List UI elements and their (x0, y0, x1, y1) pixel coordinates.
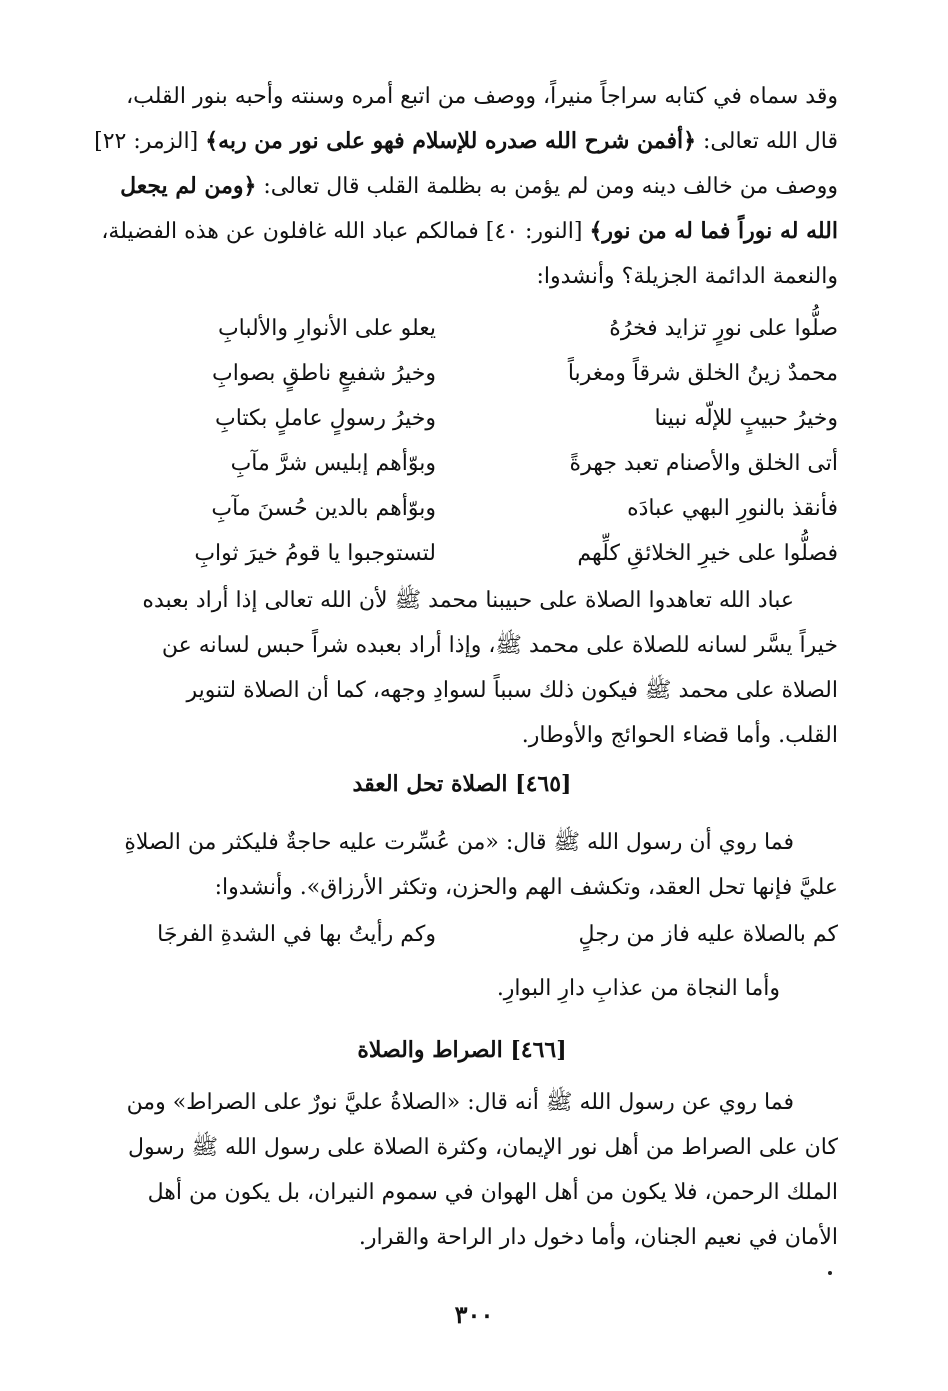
verse-second-hemistich: وبوّأهم بالدين حُسنَ مآبِ (211, 496, 436, 521)
verse-second-hemistich: وبوّأهم إبليس شرَّ مآبِ (230, 451, 436, 476)
poem-verse (86, 912, 838, 957)
text-fragment: ووصف من خالف دينه ومن لم يؤمن به بظلمة القلب قال تعالى: (256, 174, 838, 199)
quran-verse: الله له نوراً فما له من نور﴾ (589, 218, 838, 244)
text-line: عليَّ فإنها تحل العقد، وتكشف الهم والحزن، وتكثر الأرزاق». وأنشدوا: (214, 875, 838, 900)
paragraph-hadith-466 (86, 1080, 838, 1260)
text-line: فما روي عن رسول الله ﷺ أنه قال: «الصلاةُ عليَّ نورٌ على الصراط» ومن (126, 1090, 794, 1115)
text-line (86, 164, 838, 209)
poem (86, 306, 838, 576)
paragraph-intro (86, 74, 838, 299)
verse-first-hemistich: فأنقذ بالنورِ البهي عبادَه (627, 496, 838, 521)
paragraph-hadith-465 (86, 820, 838, 910)
verse-second-hemistich: يعلو على الأنوارِ والألبابِ (217, 316, 436, 341)
text-line (86, 119, 838, 164)
poem-verse (86, 396, 838, 441)
text-line: وأما النجاة من عذابِ دارِ البوارِ. (496, 976, 780, 1001)
text-fragment: قال الله تعالى: (696, 129, 838, 154)
text-line: وقد سماه في كتابه سراجاً منيراً، ووصف من اتبع أمره وسنته وأحبه بنور القلب، (126, 84, 838, 109)
verse-first-hemistich: كم بالصلاة عليه فاز من رجلٍ (578, 922, 838, 947)
poem-verse (86, 531, 838, 576)
paragraph-najat (86, 966, 838, 1011)
verse-first-hemistich: محمدٌ زينُ الخلق شرقاً ومغرباً (567, 361, 838, 386)
paragraph-salat-benefits (86, 578, 838, 758)
text-line: الصلاة على محمد ﷺ فيكون ذلك سبباً لسوادِ وجهه، كما أن الصلاة لتنوير (186, 678, 838, 703)
quran-verse: ﴿ومن لم يجعل (120, 173, 257, 199)
poem-verse (86, 351, 838, 396)
text-line: الأمان في نعيم الجنان، وأما دخول دار الراحة والقرار. (358, 1225, 838, 1250)
verse-first-hemistich: وخيرُ حبيبٍ للإلّه نبينا (654, 406, 838, 431)
text-line: الملك الرحمن، فلا يكون من أهل الهوان في سموم النيران، بل يكون من أهل (147, 1180, 838, 1205)
section-heading-466: [٤٦٦] الصراط والصلاة (357, 1037, 567, 1063)
verse-first-hemistich: صلُّوا على نورٍ تزايد فخرُهُ (609, 316, 838, 341)
poem-verse (86, 486, 838, 531)
verse-second-hemistich: وكم رأيتُ بها في الشدةِ الفرجَا (157, 922, 436, 947)
poem-verse (86, 441, 838, 486)
text-line: خيراً يسَّر لسانه للصلاة على محمد ﷺ، وإذا أراد بعبده شراً حبس لسانه عن (161, 633, 838, 658)
verse-reference: [الزمر: ٢٢] (94, 129, 206, 154)
quran-verse: ﴿أفمن شرح الله صدره للإسلام فهو على نور من ربه﴾ (205, 128, 697, 154)
ink-speck (828, 1271, 832, 1275)
text-line: القلب. وأما قضاء الحوائج والأوطار. (521, 723, 838, 748)
text-fragment: [النور: ٤٠] فمالكم عباد الله غافلون عن هذه الفضيلة، (101, 219, 590, 244)
text-line: فما روي أن رسول الله ﷺ قال: «من عُسِّرت عليه حاجةٌ فليكثر من الصلاةِ (124, 830, 794, 855)
verse-second-hemistich: وخيرُ رسولٍ عاملٍ بكتابِ (215, 406, 436, 431)
text-line (86, 209, 838, 254)
section-heading-465: [٤٦٥] الصلاة تحل العقد (352, 771, 572, 797)
text-line: كان على الصراط من أهل نور الإيمان، وكثرة الصلاة على رسول الله ﷺ رسول (128, 1135, 838, 1160)
verse-second-hemistich: وخيرُ شفيعٍ ناطقٍ بصوابِ (212, 361, 436, 386)
poem-short (86, 912, 838, 957)
verse-first-hemistich: أتى الخلق والأصنام تعبد جهرةً (569, 451, 838, 476)
page-number: ٣٠٠ (454, 1300, 494, 1329)
verse-first-hemistich: فصلُّوا على خيرِ الخلائقِ كلِّهم (577, 541, 838, 566)
poem-verse (86, 306, 838, 351)
text-line: والنعمة الدائمة الجزيلة؟ وأنشدوا: (536, 264, 838, 289)
text-line: عباد الله تعاهدوا الصلاة على حبيبنا محمد ﷺ لأن الله تعالى إذا أراد بعبده (142, 588, 794, 613)
verse-second-hemistich: لتستوجبوا يا قومُ خيرَ ثوابِ (194, 541, 436, 566)
